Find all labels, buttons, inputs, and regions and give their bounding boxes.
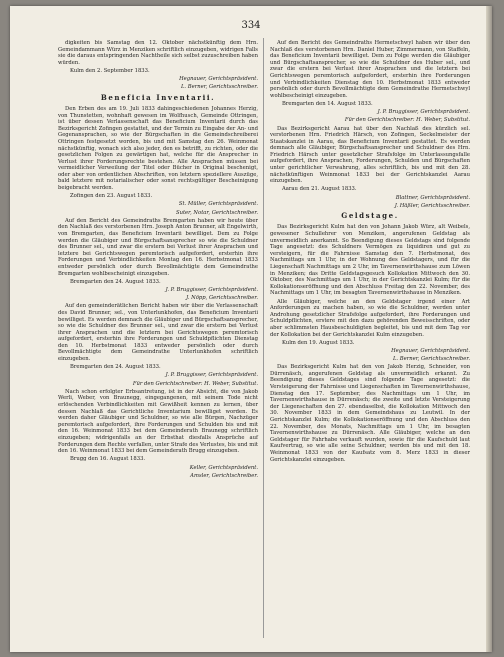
notice-paragraph: Das Bezirksgericht Aarau hat über den Nachlaß des kürzlich sel. verstorbenen Hrn. Friedrich Härsch, von Zofingen, Seckelmeister der Staatskanzlei in Aarau, das Beneficium Inventarii gestattet. Es werden demnach alle Gläubiger, Bürgschaftsansprecher und Schuldner des Hrn. Friedrich Härsch unter gesetzlicher Strafsfolge im Unterlassungsfalle aufgefordert, ihre Ansprachen, Forderungen, Schulden und Bürgschaften unter gerichtlicher Verwahrung, alles schriftlich, bis und mit den 28. nächstkünftigen Weinmonat 1833 bei der Gerichtskanzlei Aarau einzugeben.	[270, 125, 470, 185]
signature-line: J. Nöpp, Gerichtsschreiber.	[186, 295, 258, 302]
signature-line: Für den Gerichtschreiber: H. Weber, Substitut.	[344, 117, 470, 124]
notice-paragraph: Auf den gemeinderätlichen Bericht haben wir über die Verlassenschaft des David Brunner, sel., von Unterlunkhofen, das Beneficium Inventarii bewilliget. Es werden demnach die Gläubiger und Bürgschaftsansprecher, so wie die Schuldner des Brunner sel., und zwar die erstern bei Verlust ihrer Ansprachen und die letztern bei Gerichtswegen peremtorisch aufgefordert, ersterhin ihre Forderungen und Schuldpflichten Dienstag den 10. Herbstmonat 1833 entweder persönlich oder durch Bevollmächtigte dem Gemeindrathe Unterlunkhofen schriftlich einzugeben.	[58, 303, 258, 363]
notice-paragraph: Das Bezirksgericht Kulm hat den von Johann Jakob Würz, alt Weibels, gewesener Schullehrer von Menziken, angerufenen Geldstag als unvermeidlich anerkannt. So Beendigung dieses Geldstags sind folgende Tage angesetzt: des Schuldners Vermögen zu liquidiren und gut zu versteigern, für die Fahrnisse Samstag den 7. Herbstmonat, des Nachmittags um 1 Uhr, in der Wohnung des Geldstagers, und für die Liegenschaft Nachmittags um 2 Uhr, im Tavernenwirthshause zum Löwen in Menziken; das Dritte Geldstagsgesuch Kollokation Mittwoch den 30. Oktober, des Nachmittags um 1 Uhr, in der Gerichtskanzlei Kulm; für die Kollokationseröffnung und den Abschluss Freitag den 22. November, des Nachmittags um 1 Uhr, im besagten Tavernenwirthshause in Menziken.	[270, 224, 470, 297]
notice-paragraph: Nach schon erfolgter Erbsantretung, ist in der Absicht, die von Jakob Werli, Weber, von Braunegg, eingegangenen, mit seinem Tode nicht erlöschenden Verbindlichkeiten mit Gewißheit kennen zu lernen, über dessen Nachlaß das Gerichtliche Inventarium bewilliget worden. Es werden daher Gläubiger und Schuldner, so wie alle Bürgen, Nachzüger peremtorisch aufgefordert, ihre Forderungen und Schulden bis und mit den 16. Weinmonat 1833 bei dem Gemeinderath Braunegg schriftlich einzugeben; widrigenfalls an der Erbsthat diesfalls Ansprüche auf Forderungen dem Rechte verfallen, unter Strafe des Verlustes, bis und mit den 16. Weinmonat 1833 bei dem Gemeinderath Brugg einzugeben.	[58, 388, 258, 455]
dateline: Bremgarten den 14. August 1833.	[282, 100, 373, 107]
signature-line: Hegnauer, Gerichtspräsident.	[391, 347, 470, 354]
newspaper-page	[10, 6, 492, 652]
notice-paragraph: Auf den Bericht des Gemeindraths Hermetschwyl haben wir über den Nachlaß des verstorbenen Hrn. Daniel Huber, Zimmermann, von Staffeln, das Beneficium Inventarii bewilliget. Dem zu Folge werden die Gläubiger und Bürgschaftsansprecher, so wie die Schuldner des Huber sel., und zwar die erstern bei Verlust ihrer Ansprachen und die letztern bei Gerichtswegen peremtorisch aufgefordert, ersterhin ihre Forderungen und Verbindlichkeiten Dienstag den 10. Herbstmonat 1833 entweder persönlich oder durch Bevollmächtigte dem Gemeindrathe Hermetschwyl wohlbescheinigt einzugeben.	[270, 40, 470, 99]
signature-line: J. Häßler, Gerichtsschreiber.	[394, 202, 470, 209]
binding-edge	[486, 6, 492, 652]
signature-line: St. Müller, Gerichtspräsident.	[178, 201, 258, 208]
signature-line: L. Berner, Gerichtsschreiber.	[392, 356, 470, 363]
dateline: Kulm den 2. September 1833.	[70, 67, 150, 74]
signature-line: Suter, Notar, Gerichtschreiber.	[175, 209, 258, 216]
right-column	[270, 40, 470, 465]
dateline: Zofingen den 23. August 1833.	[70, 193, 153, 200]
signature-line: Hegnauer, Gerichtspräsident.	[179, 76, 258, 83]
signature-line: L. Berner, Gerichtsschreiber.	[180, 84, 258, 91]
notice-paragraph: digkeiten bis Samstag den 12. Oktober nächstkünftig dem Hrn. Gemeindammann Würz in Menziken schriftlich einzugeben, widrigen Falls sie die daraus entspringenden Nachtheile sich selbst zuzuschreiben haben würden.	[58, 40, 258, 66]
dateline: Brugg den 16. August 1833.	[70, 456, 146, 463]
dateline: Aarau den 21. August 1833.	[282, 186, 357, 193]
section-title: Beneficia Inventarii.	[100, 92, 216, 102]
signature-line: Keller, Gerichtspräsident.	[189, 464, 258, 471]
section-title: Geldstage.	[341, 211, 399, 221]
signature-line: Amsler, Gerichtschreiber.	[190, 472, 258, 479]
signature-line: Blattner, Gerichtspräsident.	[395, 194, 470, 201]
column-divider	[263, 38, 264, 638]
notice-paragraph: Den Erben des am 19. Juli 1833 dahingeschiedenen Johannes Herzig, von Thunstetten, wohnhaft gewesen im Wolfhusch, Gemeinde Ottringen, ist über dessen Verlassenschaft das Beneficium Inventarii durch das Bezirksgericht Zofingen gestattet, und der Termin zu Eingabe der An- und Gegenansprachen, so wie der Bürgschaften in die Gemeindschreiberei Ottringen festgesetzt worden, bis und mit Samstag den 26. Weinmonat nächstkünftig, wonach sich also jeder, den es betrifft, zu richten, oder die gesetzlichen Folgen zu gewärtigen hat, welche für die Ansprecher in Verlust ihrer Forderungsrechte bestehen. Alle Ansprachen müssen bei vermeidlicher Verweilung der Titel oder Bücher in Original beschenigt, oder aber von ordentlichen Abschriften, von letztern speziellere Auszüge, bald letztere mit notarialischer oder sonst rechtsgültiger Bescheinigung beigebracht werden.	[58, 105, 258, 192]
signature-line: J. P. Bruggisser, Gerichtspräsident.	[165, 286, 258, 293]
notice-paragraph: Auf den Bericht des Gemeindraths Bremgarten haben wir heute über den Nachlaß des verstorbenen Hrn. Joseph Anton Brunner, alt Engelwirth, von Bremgarten, das Beneficium Inventarii bewilliget. Dem zu Folge werden die Gläubiger und Bürgschaftsansprecher so wie die Schuldner des Brunner sel., und zwar die erstern bei Verlust ihrer Ansprachen und letztere bei Gerichtswegen peremtorisch aufgefordert, ersterhin ihre Forderungen und Verbindlichkeiten Montag den 16. Herbstmonat 1833 entweder persönlich oder durch Bevollmächtigte dem Gemeindrathe Bremgarten wohlbescheinigt einzugeben.	[58, 217, 258, 277]
signature-line: J. P. Bruggisser, Gerichtspräsident.	[165, 372, 258, 379]
dateline: Bremgarten den 24. August 1833.	[70, 278, 161, 285]
dateline: Bremgarten den 24. August 1833.	[70, 364, 161, 371]
dateline: Kulm den 19. August 1833.	[282, 339, 355, 346]
notice-paragraph: Alle Gläubiger, welche an den Geldstager irgend einer Art Anforderungen zu machen haben, so wie die Schuldner, werden unter Androhung gesetzlicher Strafsfolge aufgefordert, ihre Forderungen und Schuldpflichten, erstere mit den dazu gehörenden Beweisschriften, oder aber schlimmsten Hausbeschuldigten begleitet, bis und mit dem Tag vor der Kollokation bei der Gerichtskanzlei Kulm einzugeben.	[270, 298, 470, 338]
left-column	[58, 40, 258, 481]
signature-line: Für den Gerichtschreiber: H. Weber, Substitut.	[132, 380, 258, 387]
notice-paragraph: Das Bezirksgericht Kulm hat den von Jakob Herzig, Schneider, von Dürrenäsch, angerufenen Geldstag als unvermeidlich erkannt. Zu Beendigung dieses Geldstages sind folgende Tage angesetzt: die Versteigerung der Fahrnisse und Liegenschaften im Tavernenwirthshause, Dienstag den 17. September, des Nachmittags um 1 Uhr, im Tavernenwirthshause in Dürrenäsch; die zweite und letzte Versteigerung der Liegenschaften den 27. ebendaselbst, die Kollokation Mittwoch den 30. November 1833 in dem Gemeindshaus zu Leutwil. In der Gerichtskanzlei Kulm; die Kollokationseröffnung und den Abschluss den 22. November, des Monats, Nachmittags um 1 Uhr, im besagten Tavernenwirthshause zu Dürrenäsch. Alle Gläubiger, welche an den Geldstager für Fahrhabe verkauft wurden, sowie für die Kaufschuld laut Kaufvertrag, so wie alle seine Schuldner, werden bis und mit den 18. Weinmonat 1833 von der Kaufsatz vom 8. Merz 1833 in dieser Gerichtskanzlei einzugeben.	[270, 364, 470, 463]
page-number: 334	[241, 20, 261, 31]
signature-line: J. P. Bruggisser, Gerichtspräsident.	[377, 109, 470, 116]
